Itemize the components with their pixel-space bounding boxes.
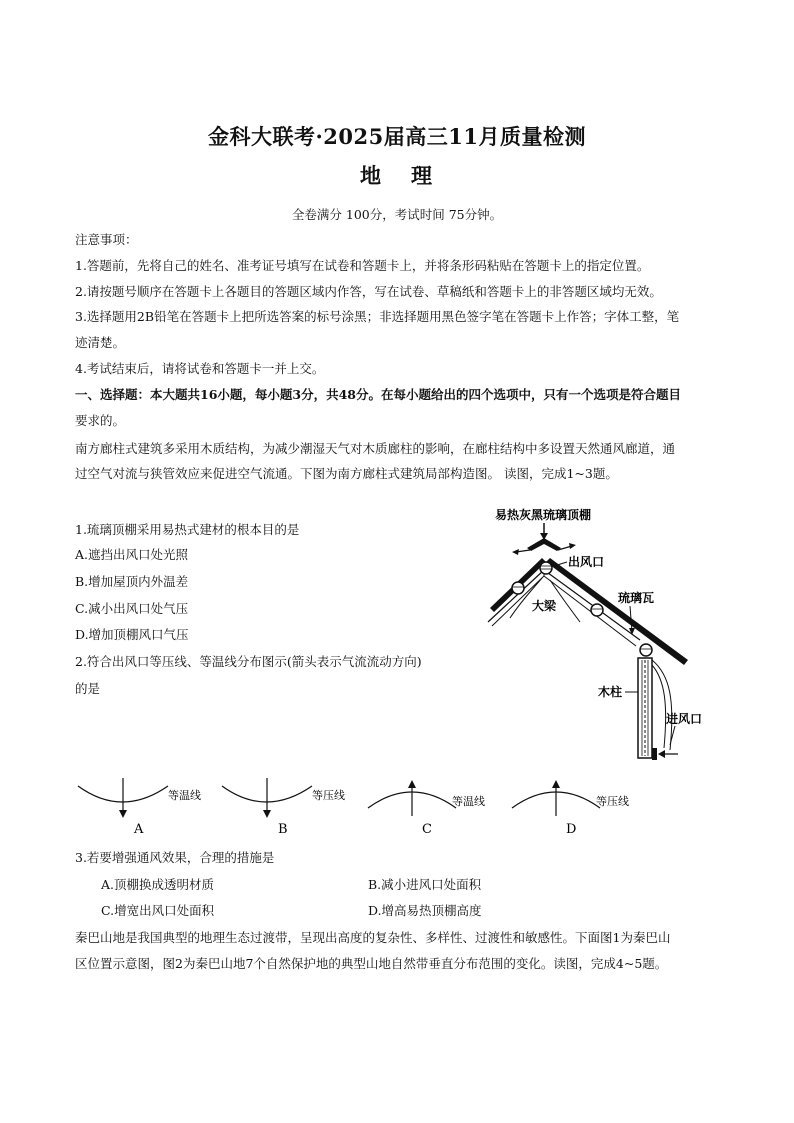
q2-stem-cont: 的是 (75, 681, 101, 696)
passage2-line1: 秦巴山地是我国典型的地理生态过渡带，呈现出高度的复杂性、多样性、过渡性和敏感性。下面图1为秦巴山 (75, 930, 671, 945)
passage1-line1: 南方廊柱式建筑多采用木质结构，为减少潮湿天气对木质廊柱的影响，在廊柱结构中多设置天然通风廊道，通 (75, 441, 676, 456)
note-item-4: 4.考试结束后，请将试卷和答题卡一并上交。 (75, 361, 325, 376)
q1-option-a: A.遮挡出风口处光照 (75, 547, 189, 562)
q3-option-d: D.增高易热顶棚高度 (368, 903, 482, 918)
q2-c-curve-label: 等温线 (452, 795, 485, 808)
subject-char-2: 理 (411, 163, 434, 188)
q2-b-letter: B (278, 822, 288, 837)
q3-stem: 3.若要增强通风效果，合理的措施是 (75, 850, 275, 865)
section1-heading: 一、选择题：本大题共16小题，每小题3分，共48分。在每小题给出的四个选项中，只有一个选项是符合题目 (75, 387, 681, 402)
label-canopy: 易热灰黑琉璃顶棚 (495, 508, 592, 522)
q2-figure-c (360, 772, 500, 842)
subject-title (0, 160, 794, 190)
note-item-3: 3.选择题用2B铅笔在答题卡上把所选答案的标号涂黑；非选择题用黑色签字笔在答题卡上作答；字体工整，笔 (75, 309, 680, 324)
q3-option-c: C.增宽出风口处面积 (101, 903, 215, 918)
passage2-line2: 区位置示意图，图2为秦巴山地7个自然保护地的典型山地自然带垂直分布范围的变化。读图，完成4~5题。 (75, 956, 668, 971)
q2-a-curve-label: 等温线 (168, 789, 201, 802)
notes-heading: 注意事项： (75, 232, 138, 247)
section1-heading-cont: 要求的。 (75, 413, 126, 428)
note-item-3-cont: 迹清楚。 (75, 335, 126, 350)
q2-a-letter: A (134, 822, 144, 837)
subject-char-1: 地 (360, 163, 383, 188)
label-beam: 大梁 (532, 599, 557, 613)
label-tile: 琉璃瓦 (618, 591, 655, 605)
q1-option-b: B.增加屋顶内外温差 (75, 574, 189, 589)
q2-b-curve-label: 等压线 (312, 789, 345, 802)
q2-stem: 2.符合出风口等压线、等温线分布图示(箭头表示气流流动方向) (75, 654, 422, 669)
q2-d-curve-label: 等压线 (596, 795, 629, 808)
exam-title: 金科大联考·2025届高三11月质量检测 (208, 124, 586, 149)
note-item-2: 2.请按题号顺序在答题卡上各题目的答题区域内作答，写在试卷、草稿纸和答题卡上的非答题区域均无效。 (75, 284, 662, 299)
label-inlet: 进风口 (666, 712, 703, 726)
q2-figure-b (216, 772, 356, 842)
q2-d-letter: D (566, 822, 577, 837)
label-outlet: 出风口 (568, 555, 605, 569)
score-info: 全卷满分 100分，考试时间 75分钟。 (291, 207, 503, 222)
q2-figure-a (72, 772, 212, 842)
q2-c-letter: C (422, 822, 432, 837)
passage1-line2: 过空气对流与狭管效应来促进空气流通。下图为南方廊柱式建筑局部构造图。 读图，完成1~3题。 (75, 466, 618, 481)
q2-figure-d (504, 772, 644, 842)
note-item-1: 1.答题前，先将自己的姓名、准考证号填写在试卷和答题卡上，并将条形码粘贴在答题卡上的指定位置。 (75, 258, 650, 273)
roof-structure-figure (460, 500, 730, 770)
q3-option-b: B.减小进风口处面积 (368, 877, 482, 892)
q3-option-a: A.顶棚换成透明材质 (101, 877, 215, 892)
label-pillar: 木柱 (598, 685, 623, 699)
q1-option-c: C.减小出风口处气压 (75, 601, 189, 616)
q1-option-d: D.增加顶棚风口气压 (75, 627, 189, 642)
q1-stem: 1.琉璃顶棚采用易热式建材的根本目的是 (75, 522, 300, 537)
